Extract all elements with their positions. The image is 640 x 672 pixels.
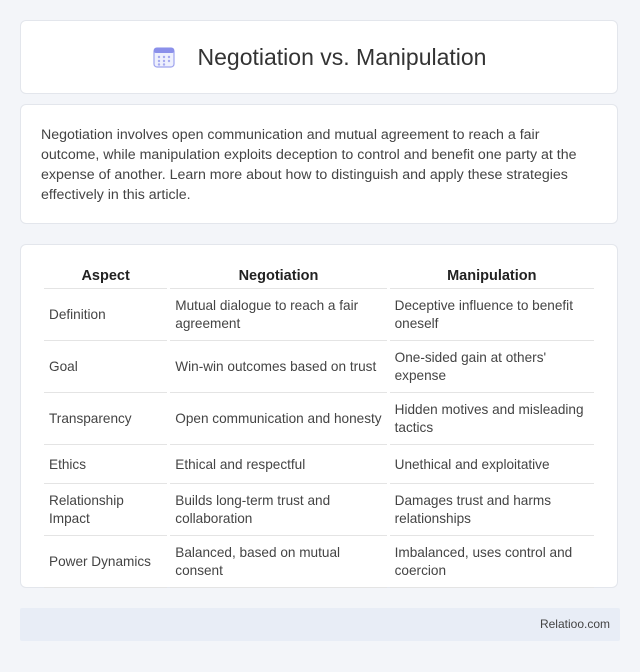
comparison-card [20,244,618,588]
cell-aspect: Relationship Impact [44,486,167,536]
header-manipulation: Manipulation [390,265,594,289]
cell-aspect: Power Dynamics [44,538,167,588]
cell-aspect: Definition [44,291,167,341]
cell-manipulation: Deceptive influence to benefit oneself [390,291,594,341]
table-header-row [44,265,594,289]
title-card [20,20,618,94]
table-row [44,538,594,588]
table-row [44,486,594,536]
footer [20,608,620,641]
header-negotiation: Negotiation [170,265,386,289]
page-title: Negotiation vs. Manipulation [197,43,487,70]
table-row [44,447,594,484]
cell-manipulation: Imbalanced, uses control and coercion [390,538,594,588]
header-aspect: Aspect [44,265,167,289]
cell-negotiation: Balanced, based on mutual consent [170,538,386,588]
cell-manipulation: Damages trust and harms relationships [390,486,594,536]
cell-negotiation: Open communication and honesty [170,395,386,445]
table-row [44,395,594,445]
footer-brand[interactable]: Relatioo.com [539,617,610,631]
cell-manipulation: One-sided gain at others' expense [390,343,594,393]
cell-aspect: Goal [44,343,167,393]
table-row [44,343,594,393]
cell-negotiation: Builds long-term trust and collaboration [170,486,386,536]
intro-card [20,104,618,224]
cell-negotiation: Win-win outcomes based on trust [170,343,386,393]
intro-text: Negotiation involves open communication and mutual agreement to reach a fair outcome, while manipulation exploits deception to control and benefit one party at the expense of another. Learn more about how to distinguish and apply these strategies effectively in this article. [41,127,577,203]
cell-manipulation: Unethical and exploitative [390,447,594,484]
cell-manipulation: Hidden motives and misleading tactics [390,395,594,445]
cell-negotiation: Ethical and respectful [170,447,386,484]
table-row [44,291,594,341]
calendar-icon [152,45,176,69]
cell-aspect: Ethics [44,447,167,484]
comparison-table [41,263,597,590]
cell-negotiation: Mutual dialogue to reach a fair agreement [170,291,386,341]
cell-aspect: Transparency [44,395,167,445]
